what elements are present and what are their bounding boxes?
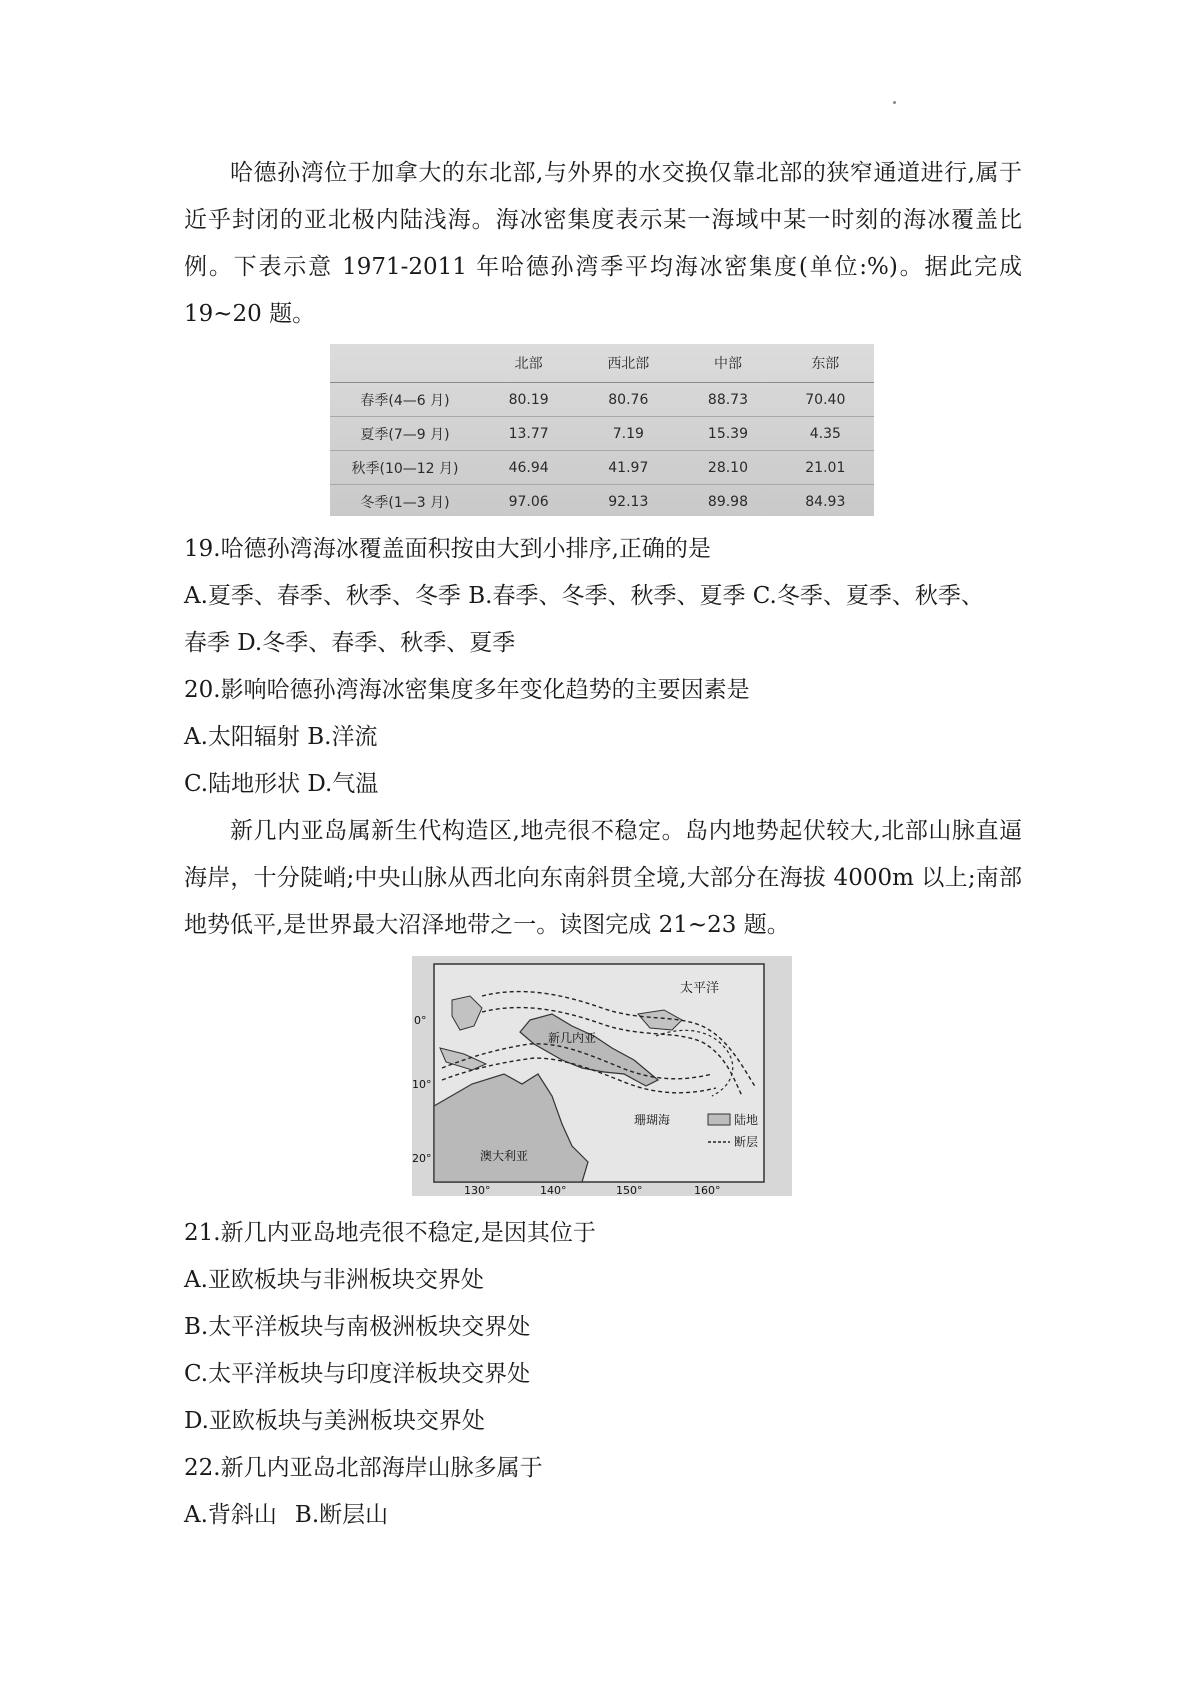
label-new-guinea: 新几内亚	[548, 1031, 597, 1045]
label-pacific: 太平洋	[680, 981, 720, 996]
season-label: 冬季(1—3 月)	[330, 485, 480, 517]
lon-label: 150°	[616, 1184, 643, 1196]
lat-label: 20°	[412, 1152, 432, 1165]
season-label: 夏季(7—9 月)	[330, 417, 480, 451]
table-row	[330, 451, 874, 485]
table-header-northwest: 西北部	[577, 344, 679, 383]
table-row	[330, 417, 874, 451]
lat-label: 10°	[412, 1078, 432, 1091]
intro-paragraph-hudson-bay: 哈德孙湾位于加拿大的东北部,与外界的水交换仅靠北部的狭窄通道进行,属于近乎封闭的亚北极内陆浅海。海冰密集度表示某一海域中某一时刻的海冰覆盖比例。下表示意 1971-2011 年哈德孙湾季平均海冰密集度(单位:%)。据此完成 19~20 题。	[184, 160, 1022, 327]
table-row	[330, 383, 874, 417]
table-cell: 7.19	[577, 417, 679, 451]
q19-stem: 19.哈德孙湾海冰覆盖面积按由大到小排序,正确的是	[184, 536, 711, 562]
table-cell: 15.39	[679, 417, 776, 451]
table-cell: 28.10	[679, 451, 776, 485]
label-coral-sea: 珊瑚海	[634, 1113, 671, 1127]
q22-stem: 22.新几内亚岛北部海岸山脉多属于	[184, 1455, 543, 1481]
new-guinea-map	[412, 956, 792, 1196]
season-label: 秋季(10—12 月)	[330, 451, 480, 485]
q22-option-b: B.断层山	[294, 1502, 389, 1528]
q21-option-d: D.亚欧板块与美洲板块交界处	[184, 1408, 485, 1434]
table-cell: 21.01	[777, 451, 874, 485]
q21-stem: 21.新几内亚岛地壳很不稳定,是因其位于	[184, 1220, 596, 1246]
q20-options-line2: C.陆地形状 D.气温	[184, 771, 379, 797]
lon-label: 160°	[694, 1184, 721, 1196]
legend-land-label: 陆地	[734, 1113, 759, 1127]
table-cell: 80.76	[577, 383, 679, 417]
table-cell: 70.40	[777, 383, 874, 417]
legend-land-swatch	[708, 1114, 730, 1125]
q21-option-b: B.太平洋板块与南极洲板块交界处	[184, 1314, 531, 1340]
q20-options-line1: A.太阳辐射 B.洋流	[184, 724, 378, 750]
table-header-corner	[330, 344, 480, 383]
table-cell: 13.77	[480, 417, 577, 451]
q19-options-line2: 春季 D.冬季、春季、秋季、夏季	[184, 630, 516, 656]
table-header-central: 中部	[679, 344, 776, 383]
table-cell: 88.73	[679, 383, 776, 417]
q22-options	[184, 1492, 1022, 1539]
season-label: 春季(4—6 月)	[330, 383, 480, 417]
table-cell: 41.97	[577, 451, 679, 485]
sea-ice-table	[330, 344, 874, 516]
lat-label: 0°	[414, 1014, 427, 1027]
table-cell: 80.19	[480, 383, 577, 417]
table-cell: 46.94	[480, 451, 577, 485]
table-row	[330, 485, 874, 517]
table-cell: 97.06	[480, 485, 577, 517]
table-cell: 92.13	[577, 485, 679, 517]
q20-stem: 20.影响哈德孙湾海冰密集度多年变化趋势的主要因素是	[184, 677, 750, 703]
q19-options-line1: A.夏季、春季、秋季、冬季 B.春季、冬季、秋季、夏季 C.冬季、夏季、秋季、	[184, 583, 984, 609]
q21-option-a: A.亚欧板块与非洲板块交界处	[184, 1267, 484, 1293]
table-cell: 89.98	[679, 485, 776, 517]
table-cell: 4.35	[777, 417, 874, 451]
intro-paragraph-new-guinea: 新几内亚岛属新生代构造区,地壳很不稳定。岛内地势起伏较大,北部山脉直逼海岸，十分陡峭;中央山脉从西北向东南斜贯全境,大部分在海拔 4000m 以上;南部地势低平,是世界最大沼泽地带之一。读图完成 21~23 题。	[184, 818, 1022, 938]
legend-fault-label: 断层	[734, 1135, 759, 1149]
lon-label: 140°	[540, 1184, 567, 1196]
table-header-east: 东部	[777, 344, 874, 383]
speck	[893, 101, 896, 104]
table-cell: 84.93	[777, 485, 874, 517]
q22-option-a: A.背斜山	[184, 1502, 277, 1528]
table-header-north: 北部	[480, 344, 577, 383]
label-australia: 澳大利亚	[480, 1149, 529, 1163]
lon-label: 130°	[464, 1184, 491, 1196]
q21-option-c: C.太平洋板块与印度洋板块交界处	[184, 1361, 531, 1387]
